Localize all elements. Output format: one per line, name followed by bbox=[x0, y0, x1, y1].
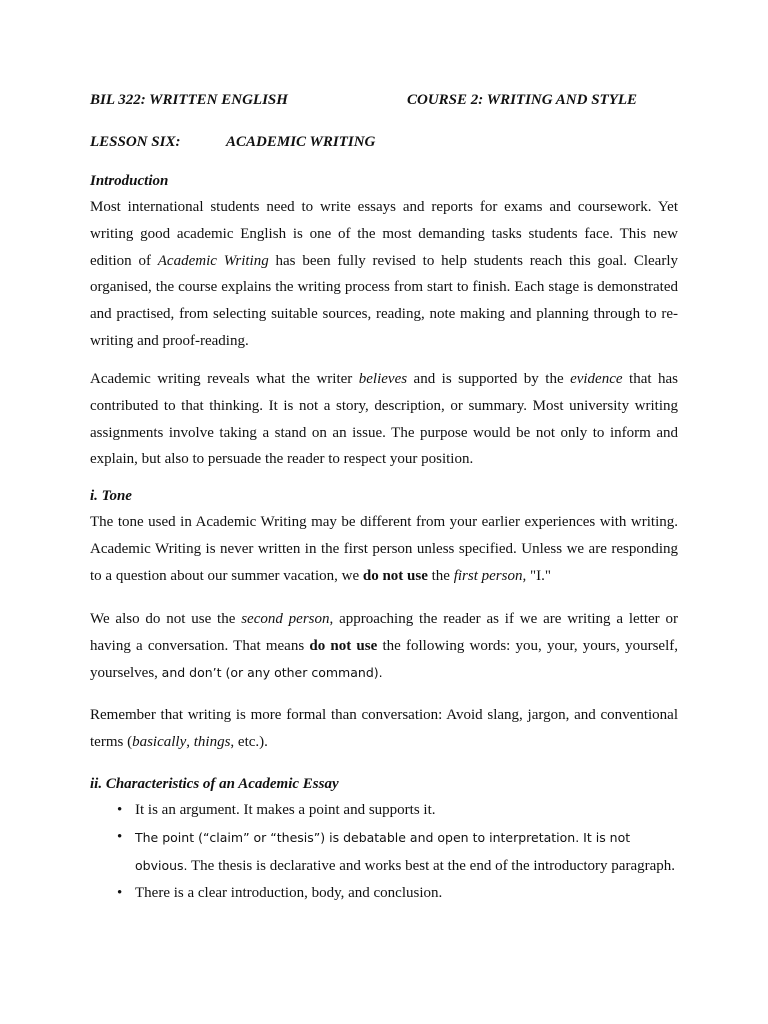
course-code: BIL 322: WRITTEN ENGLISH bbox=[90, 92, 288, 108]
intro-p2-text-a: Academic writing reveals what the writer bbox=[90, 371, 359, 387]
introduction-section bbox=[90, 168, 678, 355]
tone-paragraph-2-block bbox=[90, 606, 678, 686]
introduction-heading: Introduction bbox=[90, 173, 169, 189]
list-item-text: It is an argument. It makes a point and supports it. bbox=[135, 802, 436, 818]
tone-p1-do-not-use: do not use bbox=[362, 567, 428, 584]
list-item-text: There is a clear introduction, body, and conclusion. bbox=[135, 885, 443, 901]
tone-p1-text-a: The tone used in Academic Writing may be different from your earlier experiences with writing. Academic Writing is never written in the first person unless specified. Unless we are responding to a question about our summer vacation, we bbox=[90, 514, 678, 584]
tone-p3-text-b: , bbox=[186, 733, 194, 750]
list-item bbox=[90, 824, 678, 880]
characteristics-heading: ii. Characteristics of an Academic Essay bbox=[90, 776, 339, 792]
introduction-paragraph-2 bbox=[90, 366, 678, 473]
list-item-text-b: The thesis is declarative and works best at the end of the introductory paragraph. bbox=[187, 858, 676, 874]
tone-paragraph-3 bbox=[90, 702, 678, 756]
list-item bbox=[90, 880, 678, 907]
lesson-title: ACADEMIC WRITING bbox=[226, 134, 376, 150]
tone-paragraph-2 bbox=[90, 606, 678, 686]
intro-p1-text-a: Most international students need to write essays and reports for exams and coursework. Yet writing good academic English is one of the most demanding tasks students face. This new edition of bbox=[90, 199, 678, 269]
tone-p3-basically: basically bbox=[132, 733, 187, 750]
introduction-paragraph-1 bbox=[90, 194, 678, 355]
characteristics-list bbox=[90, 797, 678, 907]
tone-p2-text-b: , approaching the reader as if we are writing a letter or having a conversation. That means bbox=[90, 611, 678, 654]
course-title: COURSE 2: WRITING AND STYLE bbox=[407, 92, 638, 108]
list-item bbox=[90, 797, 678, 824]
tone-p2-second-person: second person bbox=[241, 611, 330, 627]
characteristics-section bbox=[90, 771, 678, 907]
tone-p3-text-a: Remember that writing is more formal than conversation: Avoid slang, jargon, and conventional terms ( bbox=[90, 707, 678, 750]
list-item-text-a: The point (“claim” or “thesis”) is debatable and open to interpretation. It is not obvious. bbox=[135, 830, 631, 873]
bullet-icon: • bbox=[117, 802, 123, 818]
intro-p2-evidence: evidence bbox=[570, 371, 623, 387]
tone-heading: i. Tone bbox=[90, 488, 132, 504]
tone-paragraph-1 bbox=[90, 509, 678, 589]
tone-p2-text-a: We also do not use the bbox=[90, 611, 242, 627]
intro-p2-text-c: that has contributed to that thinking. It is not a story, description, or summary. Most university writing assignments involve taking a stand on an issue. The purpose would be not only to inform and explain, but also to persuade the reader to respect your position. bbox=[90, 371, 678, 468]
bullet-icon: • bbox=[117, 829, 123, 845]
tone-p1-text-c: "I." bbox=[526, 567, 551, 584]
tone-p2-do-not-use: do not use bbox=[309, 637, 378, 654]
tone-p3-text-c: , etc.). bbox=[230, 733, 268, 750]
intro-p2-believes: believes bbox=[358, 371, 408, 387]
tone-p1-text-b: the bbox=[427, 567, 454, 584]
tone-p3-things: things bbox=[193, 733, 231, 750]
tone-p2-text-c: the following words: you, your, yours, yourself, yourselves, bbox=[90, 637, 678, 681]
intro-p2-text-b: and is supported by the bbox=[407, 371, 571, 387]
intro-p1-text-b: has been fully revised to help students reach this goal. Clearly organised, the course explains the writing process from start to finish. Each stage is demonstrated and practised, from selecting suitable sources, reading, note making and planning through to re-writing and proof-reading. bbox=[90, 252, 679, 349]
bullet-icon: • bbox=[117, 885, 123, 901]
tone-p1-first-person: first person, bbox=[453, 567, 527, 584]
tone-section bbox=[90, 483, 678, 589]
tone-paragraph-3-block bbox=[90, 702, 678, 756]
intro-p1-book-title: Academic Writing bbox=[157, 252, 269, 269]
tone-p2-text-d: and don’t (or any other command). bbox=[161, 664, 383, 680]
lesson-label: LESSON SIX: bbox=[90, 134, 181, 150]
introduction-paragraph-2-block bbox=[90, 366, 678, 473]
